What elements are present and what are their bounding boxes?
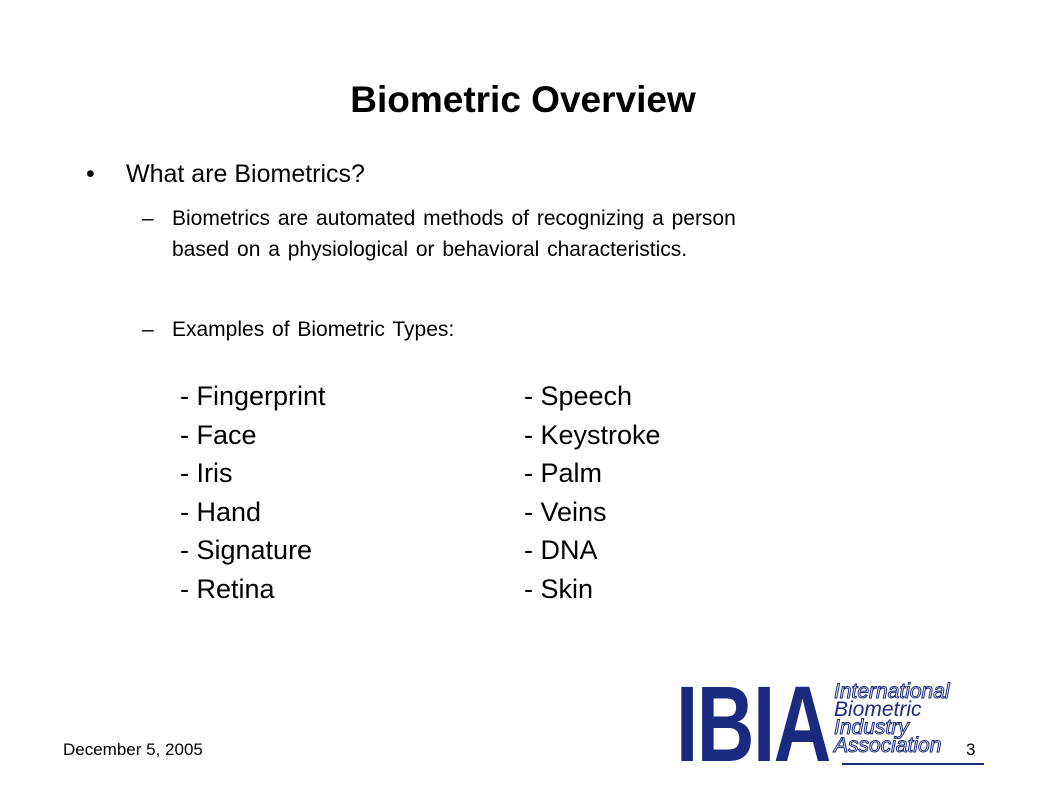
type-item: - Skin [524,573,594,604]
type-item: - Iris [180,458,233,488]
logo-line: Biometric [834,698,922,721]
type-item: - Signature [180,535,313,565]
logo-line: Association [834,734,942,757]
sub-point-line: based on a physiological or behavioral characteristics. [172,238,688,261]
logo-line: International [834,680,950,703]
footer-date: December 5, 2005 [63,740,203,759]
main-bullet [86,157,365,191]
sub-point-definition [142,203,736,265]
sub-point-text [172,203,736,265]
type-item: - Veins [524,496,607,527]
logo-line: Industry [834,716,909,739]
type-item: - Palm [524,458,603,488]
bullet-text: What are Biometrics? [126,160,365,188]
page-number: 3 [966,740,976,759]
sub-point-text: Examples of Biometric Types: [172,318,455,341]
type-item: - DNA [524,535,598,565]
types-right-column [524,377,661,608]
sub-point-line: Biometrics are automated methods of recognizing a person [172,207,736,230]
logo-acronym: IBIA [676,663,830,784]
type-item: - Fingerprint [180,381,326,411]
logo-underline [842,763,984,765]
ibia-logo [676,663,1016,784]
type-item: - Hand [180,496,262,527]
sub-dash: – [142,318,154,341]
slide-title: Biometric Overview [350,79,696,120]
sub-dash: – [142,207,154,230]
types-left-column [180,377,326,608]
bullet-dot: • [86,160,95,188]
type-item: - Retina [180,573,275,604]
type-item: - Face [180,419,257,450]
sub-point-examples [142,314,454,345]
type-item: - Keystroke [524,419,661,450]
type-item: - Speech [524,381,633,411]
